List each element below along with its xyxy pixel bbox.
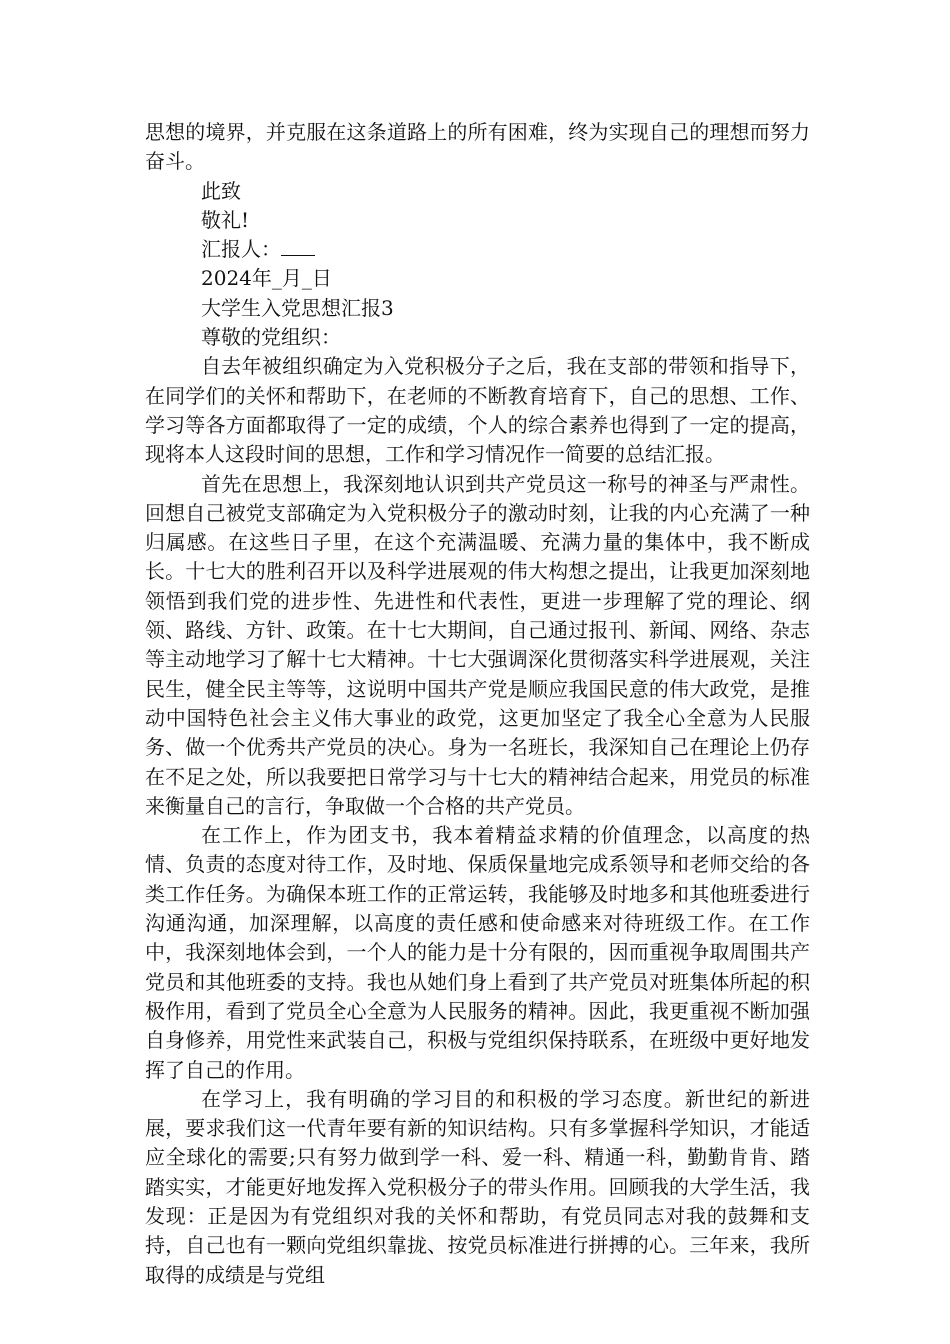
greeting-line: 尊敬的党组织：: [201, 325, 341, 350]
signature-blank: [281, 237, 315, 256]
opening-paragraph: 思想的境界，并克服在这条道路上的所有困难，终为实现自己的理想而努力奋斗。: [145, 120, 810, 174]
document-page: [145, 118, 810, 1290]
reporter-label: 汇报人：: [201, 237, 281, 262]
body-paragraph: 在工作上，作为团支书，我本着精益求精的价值理念，以高度的热情、负责的态度对待工作，及时地、保质保量地完成系领导和老师交给的各类工作任务。为确保本班工作的正常运转，我能够及时地多和其他班委进行沟通沟通，加深理解，以高度的责任感和使命感来对待班级工作。在工作中，我深刻地体会到，一个人的能力是十分有限的，因而重视争取周围共产党员和其他班委的支持。我也从她们身上看到了共产党员对班集体所起的积极作用，看到了党员全心全意为人民服务的精神。因此，我更重视不断加强自身修养，用党性来武装自己，积极与党组织保持联系，在班级中更好地发挥了自己的作用。: [145, 823, 810, 1082]
salute-line: 敬礼!: [201, 207, 250, 232]
report-title: 大学生入党思想汇报3: [201, 295, 394, 320]
body-paragraph: 首先在思想上，我深刻地认识到共产党员这一称号的神圣与严肃性。回想自己被党支部确定为入党积极分子的激动时刻，让我的内心充满了一种归属感。在这些日子里，在这个充满温暖、充满力量的集体中，我不断成长。十七大的胜利召开以及科学进展观的伟大构想之提出，让我更加深刻地领悟到我们党的进步性、先进性和代表性，更进一步理解了党的理论、纲领、路线、方针、政策。在十七大期间，自己通过报刊、新闻、网络、杂志等主动地学习了解十七大精神。十七大强调深化贯彻落实科学进展观，关注民生，健全民主等等，这说明中国共产党是顺应我国民意的伟大政党，是推动中国特色社会主义伟大事业的政党，这更加坚定了我全心全意为人民服务、做一个优秀共产党员的决心。身为一名班长，我深知自己在理论上仍存在不足之处，所以我要把日常学习与十七大的精神结合起来，用党员的标准来衡量自己的言行，争取做一个合格的共产党员。: [145, 471, 810, 818]
reporter-line: [145, 235, 810, 264]
body-paragraph: 自去年被组织确定为入党积极分子之后，我在支部的带领和指导下，在同学们的关怀和帮助下，在老师的不断教育培育下，自己的思想、工作、学习等各方面都取得了一定的成绩，个人的综合素养也得到了一定的提高，现将本人这段时间的思想，工作和学习情况作一简要的总结汇报。: [145, 354, 810, 467]
body-paragraph: 在学习上，我有明确的学习目的和积极的学习态度。新世纪的新进展，要求我们这一代青年要有新的知识结构。只有多掌握科学知识，才能适应全球化的需要;只有努力做到学一科、爱一科、精通一科，勤勤肯肯、踏踏实实，才能更好地发挥入党积极分子的带头作用。回顾我的大学生活，我发现：正是因为有党组织对我的关怀和帮助，有党员同志对我的鼓舞和支持，自己也有一颗向党组织靠拢、按党员标准进行拼搏的心。三年来，我所取得的成绩是与党组: [145, 1086, 810, 1287]
date-line: 2024年_月_日: [201, 266, 332, 291]
closing-line: 此致: [201, 178, 241, 203]
